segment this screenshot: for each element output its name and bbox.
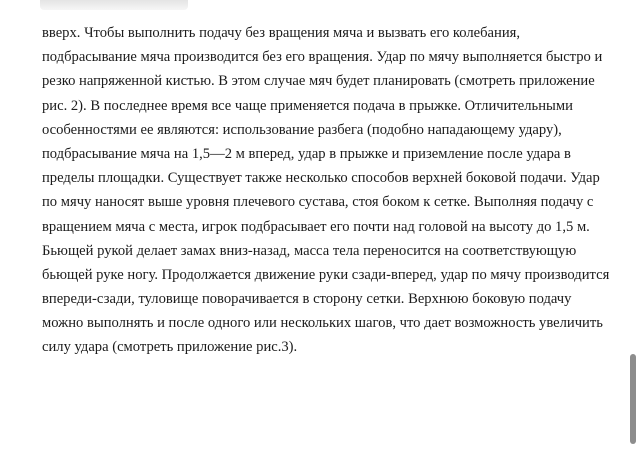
text-line: впереди-сзади, туловище поворачивается в сторону сетки. Верхнюю боковую подачу — [42, 291, 572, 308]
vertical-scrollbar[interactable] — [626, 0, 640, 456]
text-line: силу удара (смотреть приложение рис.3). — [42, 339, 298, 356]
text-line: рис. 2). В последнее время все чаще применяется подача в прыжке. Отличительными — [42, 97, 573, 114]
text-line: пределы площадки. Существует также несколько способов верхней боковой подачи. Удар — [42, 170, 600, 187]
document-paragraph — [42, 25, 610, 365]
text-line: можно выполнять и после одного или нескольких шагов, что дает возможность увеличить — [42, 315, 603, 332]
previous-page-edge — [40, 0, 188, 10]
text-line: Бьющей рукой делает замах вниз-назад, масса тела переносится на соответствующую — [42, 242, 577, 259]
scrollbar-thumb[interactable] — [630, 354, 636, 444]
text-line: подбрасывание мяча производится без его вращения. Удар по мячу выполняется быстро и — [42, 49, 603, 66]
text-line: вверх. Чтобы выполнить подачу без вращения мяча и вызвать его колебания, — [42, 25, 521, 41]
text-line: по мячу наносят выше уровня плечевого сустава, стоя боком к сетке. Выполняя подачу с — [42, 194, 594, 211]
text-line: вращением мяча с места, игрок подбрасывает его почти над головой на высоту до 1,5 м. — [42, 218, 590, 235]
text-line: подбрасывание мяча на 1,5—2 м вперед, удар в прыжке и приземление после удара в — [42, 145, 571, 162]
text-line: особенностями ее являются: использование разбега (подобно нападающему удару), — [42, 121, 562, 138]
text-line: резко напряженной кистью. В этом случае мяч будет планировать (смотреть приложение — [42, 73, 595, 90]
text-line: бьющей руке ногу. Продолжается движение руки сзади-вперед, удар по мячу производится — [42, 266, 610, 283]
